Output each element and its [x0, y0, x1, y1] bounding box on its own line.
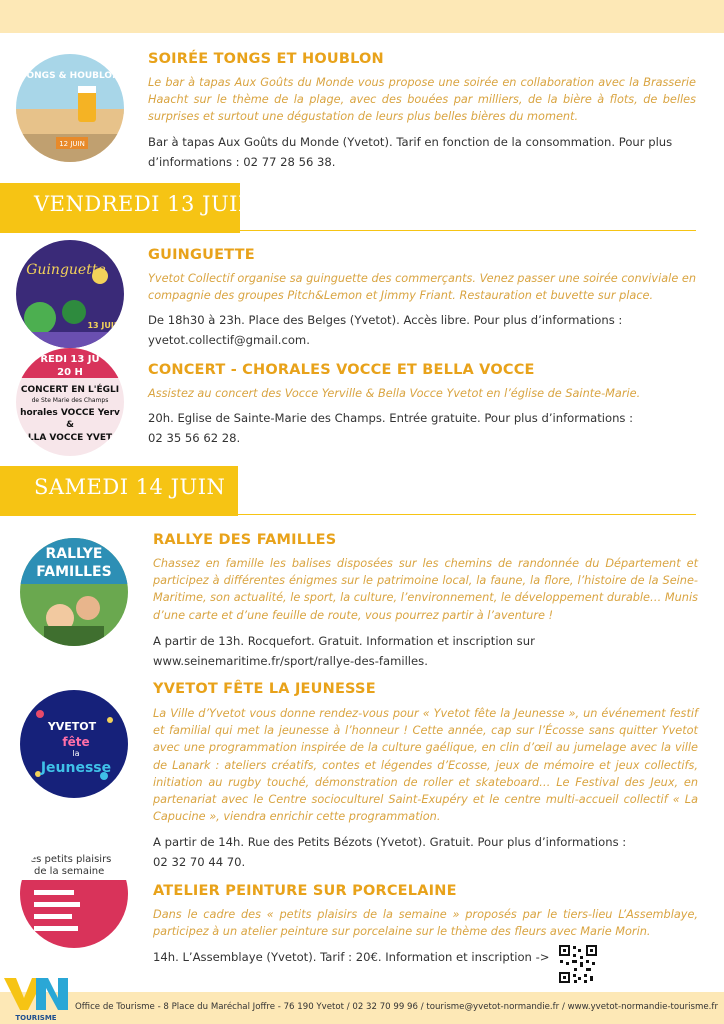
event-thumbnail-rallye [20, 538, 128, 646]
event-description: Chassez en famille les balises disposées sur les chemins de randonnée du Département et participez à différentes énigmes sur le patrimoine local, la faune, la flore, l’histoire de la Seine-Maritime, son actualité, le sport, la culture, l’environnement, le développement durable… Munis d’une carte et d’une feuille de route, vous pourrez partir à l’aventure ! [153, 557, 698, 622]
qr-code-icon[interactable] [558, 944, 598, 984]
event-contact-phone: 02 35 56 62 28. [148, 430, 241, 445]
thumb-concert-line: horales VOCCE Yerv [20, 408, 120, 418]
event-contact-email: yvetot.collectif@gmail.com. [148, 332, 310, 347]
day-divider [238, 514, 696, 515]
event-info: Bar à tapas Aux Goûts du Monde (Yvetot). Tarif en fonction de la consommation. Pour plus d’informations : 02 77 28 56 38. [148, 135, 673, 169]
thumb-porcelaine-line: de la semaine [34, 866, 105, 877]
thumb-jeunesse-line: fête [62, 735, 90, 749]
thumb-rallye-title: RALLYE [45, 546, 103, 562]
event-website-link[interactable]: www.seinemaritime.fr/sport/rallye-des-familles. [153, 653, 428, 668]
thumb-concert-line: de Ste Marie des Champs [31, 397, 109, 404]
thumb-guinguette-title: Guinguette [26, 262, 106, 278]
thumb-tongs-date: 12 JUIN [59, 140, 85, 148]
thumb-concert-line: REDI 13 JU [40, 354, 100, 365]
event-thumbnail-jeunesse [20, 690, 128, 798]
event-title: YVETOT FÊTE LA JEUNESSE [153, 681, 376, 697]
thumb-porcelaine-line: es petits plaisirs [30, 854, 112, 865]
thumb-jeunesse-line: YVETOT [47, 720, 97, 733]
thumb-concert-line: 20 H [57, 367, 83, 378]
event-description: Dans le cadre des « petits plaisirs de la semaine » proposés par le tiers-lieu L’Assemblaye, participez à un atelier peinture sur porcelaine sur le thème des fleurs avec Marie Morin. [153, 908, 698, 939]
event-info-line: A partir de 14h. Rue des Petits Bézots (Yvetot). Gratuit. Pour plus d’informations : [153, 835, 627, 849]
event-title: ATELIER PEINTURE SUR PORCELAINE [153, 883, 457, 899]
event-thumbnail-concert [16, 348, 124, 456]
thumb-jeunesse-line: la [72, 749, 80, 758]
event-description: Assistez au concert des Vocce Yerville & Bella Vocce Yvetot en l’église de Sainte-Marie. [148, 387, 641, 400]
event-description: La Ville d’Yvetot vous donne rendez-vous pour « Yvetot fête la Jeunesse », un événement festif et familial qui met la jeunesse à l’honneur ! Cette année, cap sur l’Écosse sans quitter Yvetot avec une programmation inspirée de la culture gaélique, en clin d’œil au jumelage avec la ville de Lanark : ateliers créatifs, contes et légendes d’Ecosse, jeux de mémoire et jeux collectifs, initiation au rugby touché, démonstration de roller et skateboard… Le Festival des Jeux, en partenariat avec le Centre socioculturel Saint-Exupéry et le centre multi-accueil collectif « La Capucine », viendra enrichir cette programmation. [153, 707, 698, 824]
thumb-guinguette-date: 13 JUIN [87, 321, 121, 330]
day-label: SAMEDI 14 JUIN [34, 475, 226, 499]
event-thumbnail-tongs [16, 54, 124, 162]
event-title: SOIRÉE TONGS ET HOUBLON [148, 51, 384, 67]
event-description: Yvetot Collectif organise sa guinguette des commerçants. Venez passer une soirée conviviale en compagnie des groupes Pitch&Lemon et Jimmy Friant. Restauration et buvette sur place. [148, 272, 696, 303]
event-thumbnail-guinguette [16, 240, 124, 348]
event-thumbnail-porcelaine [20, 840, 128, 948]
event-info-line: 20h. Eglise de Sainte-Marie des Champs. Entrée gratuite. Pour plus d’informations : [148, 411, 634, 425]
event-contact-phone: 02 32 70 44 70. [153, 854, 246, 869]
thumb-concert-line: & [66, 420, 74, 430]
event-info [153, 833, 698, 872]
logo-word: TOURISME [15, 1014, 57, 1022]
event-info: 14h. L’Assemblaye (Yvetot). Tarif : 20€. Information et inscription -> [153, 950, 550, 964]
event-info [153, 632, 698, 671]
thumb-tongs-title: TONGS & HOUBLON [20, 71, 120, 81]
day-divider [240, 230, 696, 231]
event-info [148, 311, 696, 350]
event-title: RALLYE DES FAMILLES [153, 532, 337, 548]
event-info-line: De 18h30 à 23h. Place des Belges (Yvetot). Accès libre. Pour plus d’informations : [148, 313, 623, 327]
event-title: GUINGUETTE [148, 247, 255, 263]
day-label: VENDREDI 13 JUIN [34, 192, 257, 216]
thumb-rallye-subtitle: FAMILLES [36, 564, 112, 580]
day-banner-vendredi [0, 183, 257, 233]
event-info-line: A partir de 13h. Rocquefort. Gratuit. Information et inscription sur [153, 634, 535, 648]
event-info [148, 409, 696, 448]
tourism-logo [0, 974, 72, 1024]
day-banner-samedi [0, 466, 238, 516]
event-description: Le bar à tapas Aux Goûts du Monde vous propose une soirée en collaboration avec la Brasserie Haacht sur le thème de la plage, avec des bouées par milliers, de la bière à flots, de belles surprises et surtout une dégustation de leurs plus belles bières du moment. [148, 76, 696, 124]
event-title: CONCERT - CHORALES VOCCE ET BELLA VOCCE [148, 362, 535, 378]
footer-contact: Office de Tourisme - 8 Place du Maréchal Joffre - 76 190 Yvetot / 02 32 70 99 96 / tourisme@yvetot-normandie.fr / www.yvetot-normandie-tourisme.fr [75, 1002, 718, 1012]
thumb-concert-line: LLA VOCCE YVET [27, 433, 113, 443]
thumb-concert-line: CONCERT EN L'ÉGLI [20, 385, 120, 395]
thumb-jeunesse-line: Jeunesse [40, 760, 112, 776]
header-band [0, 0, 724, 33]
